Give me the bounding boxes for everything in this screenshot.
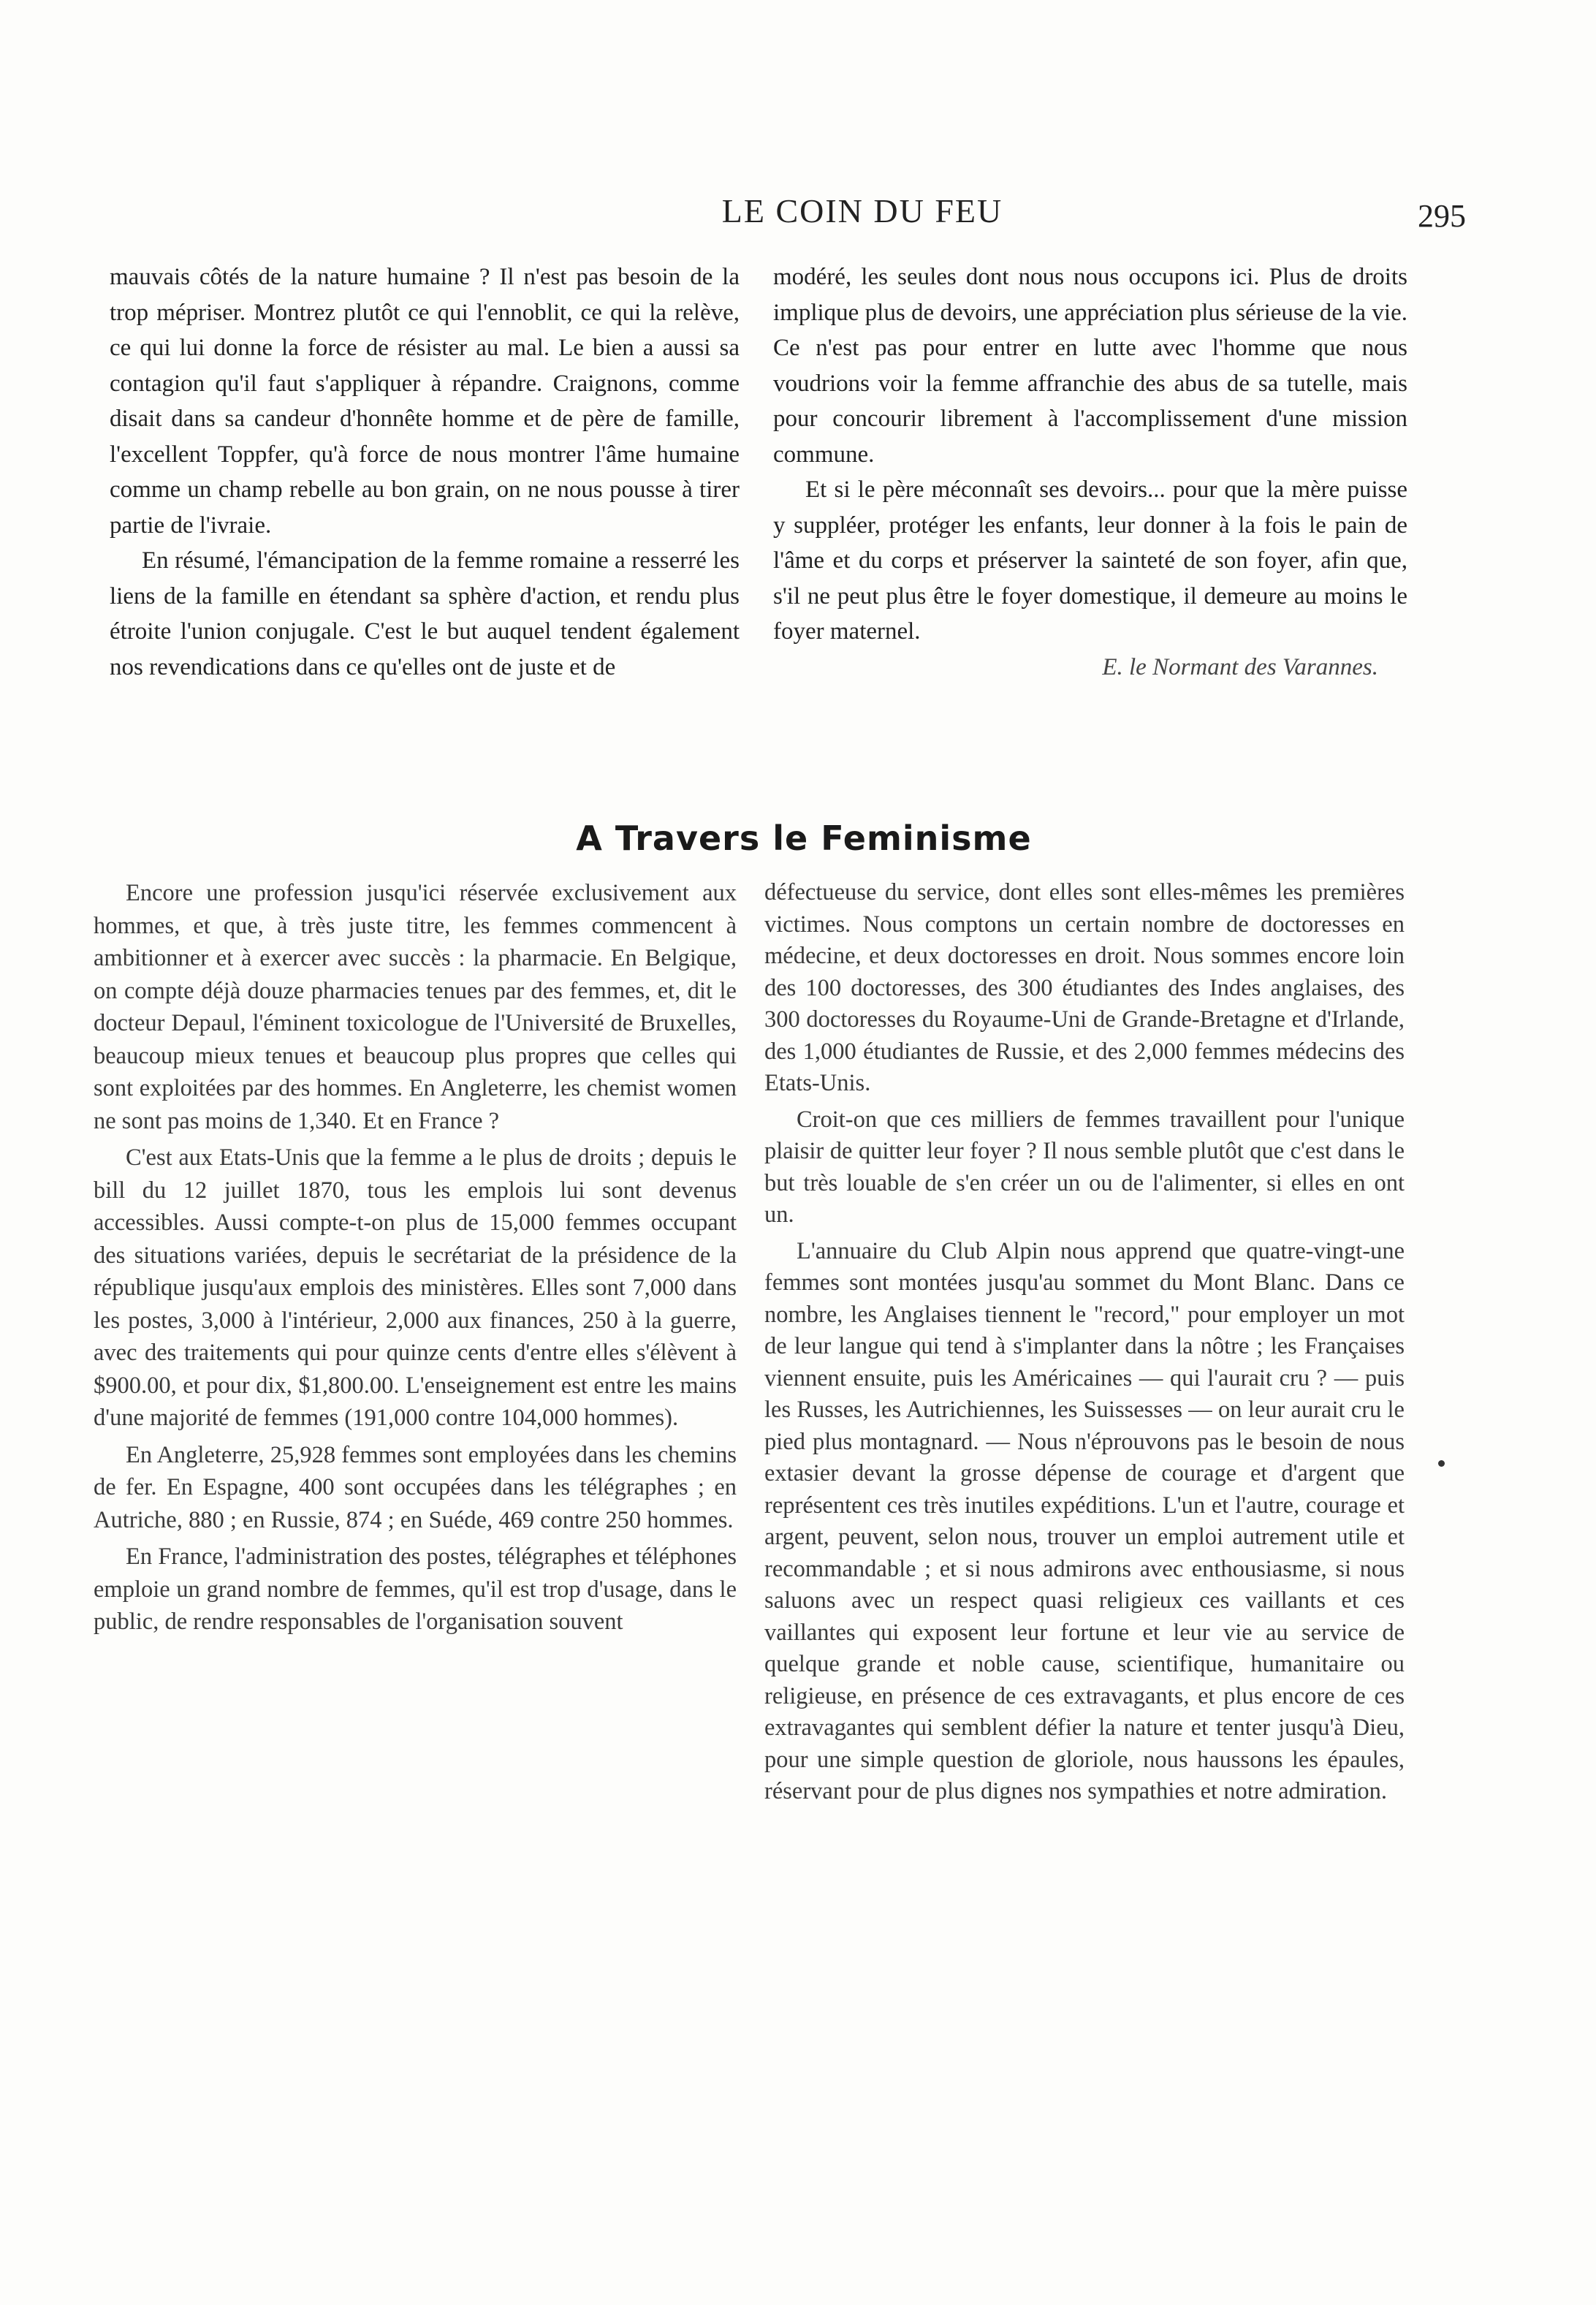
running-title: LE COIN DU FEU (721, 192, 1003, 229)
paragraph: En résumé, l'émancipation de la femme romaine a resserré les liens de la famille en étendant sa sphère d'action, et rendu plus étroite l'union conjugale. C'est le but auquel tendent également nos revendications dans ce qu'elles ont de juste et de (110, 547, 740, 680)
section-heading: A Travers le Feminisme (576, 819, 1032, 858)
column-top-left (110, 259, 740, 685)
paragraph: Croit-on que ces milliers de femmes travaillent pour l'unique plaisir de quitter leur foyer ? Il nous semble plutôt que c'est dans le but très louable de s'en créer un ou de l'alimenter, si elles en ont un. (764, 1106, 1405, 1228)
column-bottom-left (94, 877, 737, 1643)
ink-speck (1438, 1460, 1445, 1467)
page-number: 295 (1418, 198, 1466, 234)
paragraph: Et si le père méconnaît ses devoirs... pour que la mère puisse y suppléer, protéger les enfants, leur donner à la fois le pain de l'âme et du corps et préserver la sainteté de son foyer, afin que, s'il ne peut plus être le foyer domestique, il demeure au moins le foyer maternel. (773, 476, 1407, 645)
paragraph: Encore une profession jusqu'ici réservée exclusivement aux hommes, et que, à très juste titre, les femmes commencent à ambitionner et à exercer avec succès : la pharmacie. En Belgique, on compte déjà douze pharmacies tenues par des femmes, et, dit le docteur Depaul, l'éminent toxicologue de l'Université de Bruxelles, beaucoup mieux tenues et beaucoup plus propres que celles qui sont exploitées par des hommes. En Angleterre, les chemist women ne sont pas moins de 1,340. Et en France ? (94, 880, 737, 1134)
paragraph: C'est aux Etats-Unis que la femme a le plus de droits ; depuis le bill du 12 juillet 1870, tous les emplois lui sont devenus accessibles. Aussi compte-t-on plus de 15,000 femmes occupant des situations variées, depuis le secrétariat de la présidence de la république jusqu'aux emplois des ministères. Elles sont 7,000 dans les postes, 3,000 à l'intérieur, 2,000 aux finances, 250 à la guerre, avec des traitements qui pour quinze cents d'entre elles s'élèvent à $900.00, et pour dix, $1,800.00. L'enseignement est entre les mains d'une majorité de femmes (191,000 contre 104,000 hommes). (94, 1144, 737, 1431)
paragraph: L'annuaire du Club Alpin nous apprend que quatre-vingt-une femmes sont montées jusqu'au sommet du Mont Blanc. Dans ce nombre, les Anglaises tiennent le "record," pour employer un mot de leur langue qui tend à s'implanter dans la nôtre ; les Françaises viennent ensuite, puis les Américaines — qui l'aurait cru ? — puis les Russes, les Autrichiennes, les Suissesses — on leur aurait cru le pied plus montagnard. — Nous n'éprouvons pas le besoin de nous extasier devant la grosse dépense de courage et d'argent que représentent ces très inutiles expéditions. L'un et l'autre, courage et argent, peuvent, selon nous, trouver un emploi autrement utile et recommandable ; et si nous admirons avec enthousiasme, si nous saluons avec un respect quasi religieux ces vaillants et ces vaillantes qui exposent leur fortune et leur vie au service de quelque grande et noble cause, scientifique, humanitaire ou religieuse, en présence de ces extravagants, et plus encore de ces extravagantes qui semblent défier la nature et tenter jusqu'à Dieu, pour une simple question de gloriole, nous haussons les épaules, réservant pour de plus dignes nos sympathies et notre admiration. (764, 1237, 1405, 1804)
author-signature: E. le Normant des Varannes. (1102, 653, 1378, 680)
paragraph: En France, l'administration des postes, télégraphes et téléphones emploie un grand nombre de femmes, qu'il est trop d'usage, dans le public, de rendre responsables de l'organisation souvent (94, 1543, 737, 1635)
paragraph: modéré, les seules dont nous nous occupons ici. Plus de droits implique plus de devoirs, une appréciation plus sérieuse de la vie. Ce n'est pas pour entrer en lutte avec l'homme que nous voudrions voir la femme affranchie des abus de sa tutelle, mais pour concourir librement à l'accomplissement d'une mission commune. (773, 264, 1407, 468)
column-top-right (773, 259, 1407, 685)
page-header (95, 191, 1466, 235)
column-bottom-right (764, 877, 1405, 1812)
paragraph: mauvais côtés de la nature humaine ? Il n'est pas besoin de la trop mépriser. Montrez plutôt ce qui l'ennoblit, ce qui la relève, ce qui lui donne la force de résister au mal. Le bien a aussi sa contagion qu'il faut s'appliquer à répandre. Craignons, comme disait dans sa candeur d'honnête homme et de père de famille, l'excellent Toppfer, qu'à force de nous montrer l'âme humaine comme un champ rebelle au bon grain, on ne nous pousse à tirer partie de l'ivraie. (110, 264, 740, 539)
paragraph: défectueuse du service, dont elles sont elles-mêmes les premières victimes. Nous comptons un certain nombre de doctoresses en médecine, et deux doctoresses en droit. Nous sommes encore loin des 100 doctoresses, des 300 étudiantes des Indes anglaises, des 300 doctoresses du Royaume-Uni de Grande-Bretagne et d'Irlande, des 1,000 étudiantes de Russie, et des 2,000 femmes médecins des Etats-Unis. (764, 879, 1405, 1096)
paragraph: En Angleterre, 25,928 femmes sont employées dans les chemins de fer. En Espagne, 400 sont occupées dans les télégraphes ; en Autriche, 880 ; en Russie, 874 ; en Suéde, 469 contre 250 hommes. (94, 1441, 737, 1533)
